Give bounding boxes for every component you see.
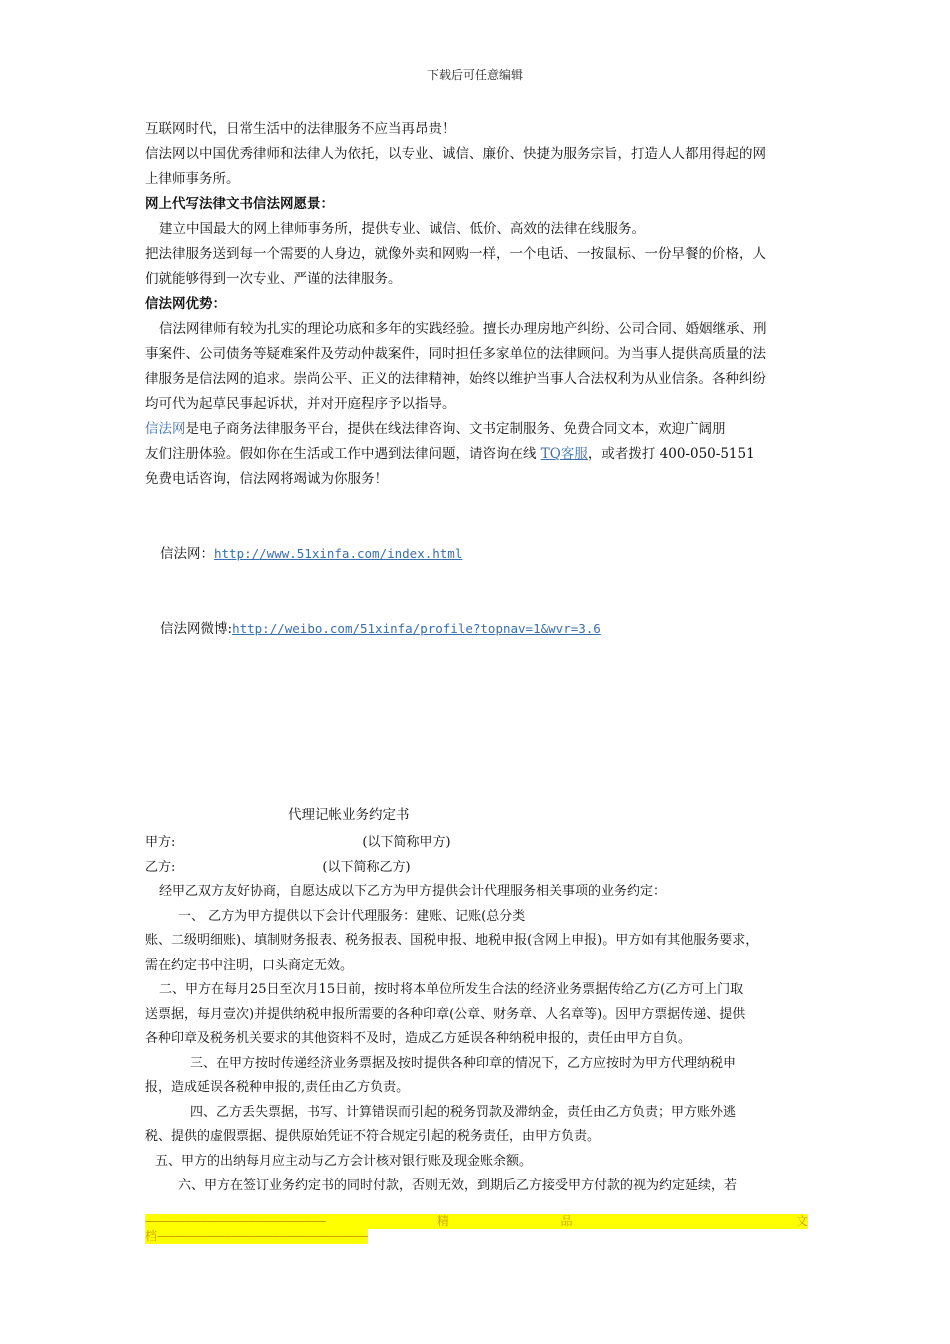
vision-line3: 们就能够得到一次专业、严谨的法律服务。: [145, 271, 402, 287]
vision-line1: 建立中国最大的网上律师事务所，提供专业、诚信、低价、高效的法律在线服务。: [159, 221, 645, 237]
platform-line1-text: 是电子商务法律服务平台，提供在线法律咨询、文书定制服务、免费合同文本，欢迎广阔朋: [185, 421, 726, 437]
clause2-line2: 送票据，每月壹次)并提供纳税申报所需要的各种印章(公章、财务章、人名章等)。因甲方票据传递、提供: [145, 1006, 746, 1022]
contract-body: [145, 831, 815, 1199]
footer-line2: [145, 1229, 368, 1244]
page-header: 下载后可任意编辑: [426, 68, 523, 82]
platform-line2: [145, 442, 810, 467]
clause1-line1: 一、 乙方为甲方提供以下会计代理服务：建账、记账(总分类: [178, 908, 526, 924]
site-url-link[interactable]: http://www.51xinfa.com/index.html: [214, 546, 463, 561]
advantage-heading: 信法网优势：: [145, 296, 226, 312]
footer-word4: 档: [145, 1229, 158, 1243]
weibo-url-label: 信法网微博:: [160, 621, 233, 637]
footer-word3: 文: [795, 1214, 808, 1228]
contract-title: 代理记帐业务约定书: [288, 807, 410, 823]
weibo-url-link[interactable]: http://weibo.com/51xinfa/profile?topnav=1&wvr=3.6: [232, 621, 601, 636]
advantage-line4: 均可代为起草民事起诉状，并对开庭程序予以指导。: [145, 396, 456, 412]
intro-section: [145, 117, 810, 492]
clause3-line1: 三、在甲方按时传递经济业务票据及按时提供各种印章的情况下，乙方应按时为甲方代理纳税申: [190, 1055, 737, 1071]
tq-service-link[interactable]: TQ客服: [540, 446, 588, 462]
site-url-line: [160, 542, 462, 562]
clause2-line1: 二、甲方在每月25日至次月15日前，按时将本单位所发生合法的经济业务票据传给乙方(乙方可上门取: [159, 982, 744, 997]
clause1-line2: 账、二级明细账)、填制财务报表、税务报表、国税申报、地税申报(含网上申报)。甲方如有其他服务要求，: [145, 933, 759, 948]
clause4-line2: 税、提供的虚假票据、提供原始凭证不符合规定引起的税务责任，由甲方负责。: [145, 1129, 601, 1144]
intro-p2-line1: 信法网以中国优秀律师和法律人为依托，以专业、诚信、廉价、快捷为服务宗旨，打造人人都用得起的网: [145, 146, 766, 162]
footer-dashes-b: ---------------------------------------------------------------------: [157, 1229, 368, 1243]
platform-link[interactable]: 信法网: [145, 421, 186, 437]
platform-line3: 免费电话咨询，信法网将竭诚为你服务！: [145, 471, 388, 487]
clause1-line3: 需在约定书中注明，口头商定无效。: [145, 957, 354, 973]
footer-watermark: [145, 1214, 808, 1248]
party-a-label: 甲方:: [145, 835, 176, 850]
footer-dashes-a: -----------------------------------------------------------: [145, 1214, 326, 1228]
footer-word1: 精: [436, 1214, 449, 1228]
clause3-line2: 报，造成延误各税种申报的,责任由乙方负责。: [145, 1080, 410, 1095]
site-url-label: 信法网：: [160, 546, 214, 562]
clause2-line3: 各种印章及税务机关要求的其他资料不及时，造成乙方延误各种纳税申报的，责任由甲方自负。: [145, 1031, 692, 1046]
clause5-line1: 五、甲方的出纳每月应主动与乙方会计核对银行账及现金账余额。: [155, 1153, 533, 1169]
advantage-line3: 律服务是信法网的追求。崇尚公平、正义的法律精神，始终以维护当事人合法权利为从业信条。各种纠纷: [145, 371, 766, 387]
party-a-line: [145, 831, 815, 856]
footer-line1: [145, 1214, 808, 1229]
vision-line2: 把法律服务送到每一个需要的人身边，就像外卖和网购一样，一个电话、一按鼠标、一份早餐的价格，人: [145, 246, 766, 262]
advantage-line2: 事案件、公司债务等疑难案件及劳动仲裁案件，同时担任多家单位的法律顾问。为当事人提供高质量的法: [145, 346, 766, 362]
party-a-note: (以下简称甲方): [362, 835, 451, 850]
advantage-line1: 信法网律师有较为扎实的理论功底和多年的实践经验。擅长办理房地产纠纷、公司合同、婚姻继承、刑: [159, 321, 767, 337]
weibo-url-line: [160, 617, 601, 637]
intro-p2-line2: 上律师事务所。: [145, 171, 240, 187]
clause6-line1: 六、甲方在签订业务约定书的同时付款，否则无效，到期后乙方接受甲方付款的视为约定延续，若: [178, 1178, 738, 1193]
vision-heading: 网上代写法律文书信法网愿景：: [145, 196, 334, 212]
intro-p1: 互联网时代，日常生活中的法律服务不应当再昂贵！: [145, 121, 456, 137]
footer-word2: 品: [560, 1214, 573, 1228]
platform-line1: [145, 417, 810, 442]
preamble: 经甲乙双方友好协商，自愿达成以下乙方为甲方提供会计代理服务相关事项的业务约定：: [159, 884, 667, 899]
party-b-label: 乙方:: [145, 859, 176, 875]
party-b-line: [145, 856, 815, 881]
platform-line2-text-a: 友们注册体验。假如你在生活或工作中遇到法律问题，请咨询在线: [145, 446, 541, 462]
platform-line2-text-b: ，或者拨打 400-050-5151: [587, 446, 755, 462]
clause4-line1: 四、乙方丢失票据，书写、计算错误而引起的税务罚款及滞纳金，责任由乙方负责；甲方账外逃: [190, 1104, 737, 1120]
party-b-note: (以下简称乙方): [322, 859, 411, 875]
